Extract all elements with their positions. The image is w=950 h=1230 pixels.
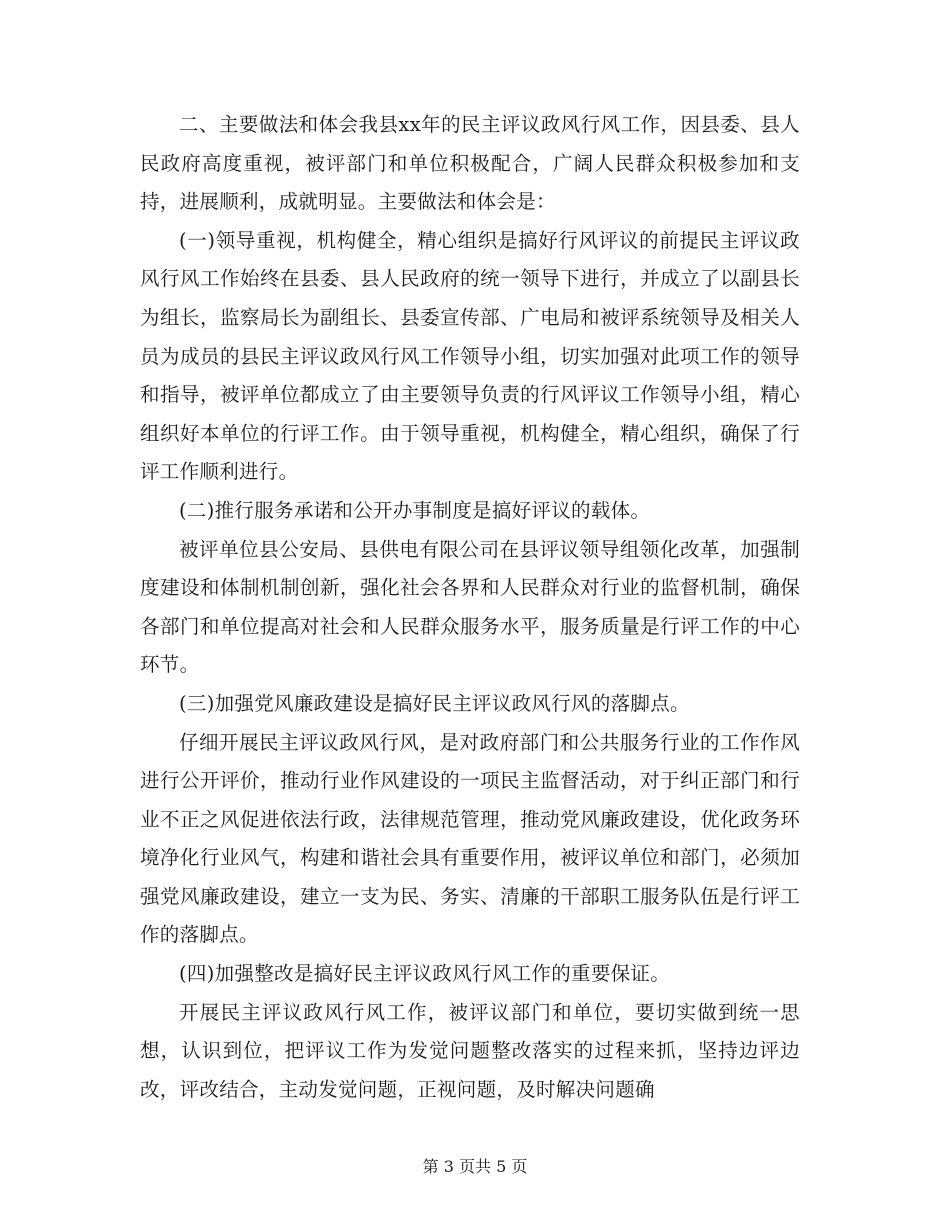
paragraph-leadership: (一)领导重视，机构健全，精心组织是搞好行风评议的前提民主评议政风行风工作始终在县委、县人民政府的统一领导下进行，并成立了以副县长为组长，监察局长为副组长、县委宣传部、广电局和被评系统领导及相关人员为成员的县民主评议政风行风工作领导小组，切实加强对此项工作的领导和指导，被评单位都成立了由主要领导负责的行风评议工作领导小组，精心组织好本单位的行评工作。由于领导重视，机构健全，精心组织，确保了行评工作顺利进行。	[140, 228, 800, 484]
paragraph-main-practices: 二、主要做法和体会我县xx年的民主评议政风行风工作，因县委、县人民政府高度重视，被评部门和单位积极配合，广阔人民群众积极参加和支持，进展顺利，成就明显。主要做法和体会是：	[140, 113, 800, 214]
paragraph-integrity: 仔细开展民主评议政风行风，是对政府部门和公共服务行业的工作作风进行公开评价，推动行业作风建设的一项民主监督活动，对于纠正部门和行业不正之风促进依法行政，法律规范管理，推动党风廉政建设，优化政务环境净化行业风气，构建和谐社会具有重要作用，被评议单位和部门，必须加强党风廉政建设，建立一支为民、务实、清廉的干部职工服务队伍是行评工作的落脚点。	[140, 730, 800, 947]
document-body	[140, 106, 800, 1109]
paragraph-heading-integrity: (三)加强党风廉政建设是搞好民主评议政风行风的落脚点。	[179, 691, 690, 715]
paragraph-heading-service-commitment: (二)推行服务承诺和公开办事制度是搞好评议的载体。	[179, 498, 651, 522]
paragraph-service-commitment: 被评单位县公安局、县供电有限公司在县评议领导组领化改革，加强制度建设和体制机制创新，强化社会各界和人民群众对行业的监督机制，确保各部门和单位提高对社会和人民群众服务水平，服务质量是行评工作的中心环节。	[140, 537, 800, 677]
page-number-footer: 第 3 页共 5 页	[422, 1157, 528, 1176]
paragraph-rectification: 开展民主评议政风行风工作，被评议部门和单位，要切实做到统一思想，认识到位，把评议工作为发觉问题整改落实的过程来抓，坚持边评边改，评改结合，主动发觉问题，正视问题，及时解决问题确	[140, 1000, 800, 1101]
paragraph-heading-rectification: (四)加强整改是搞好民主评议政风行风工作的重要保证。	[179, 962, 671, 986]
